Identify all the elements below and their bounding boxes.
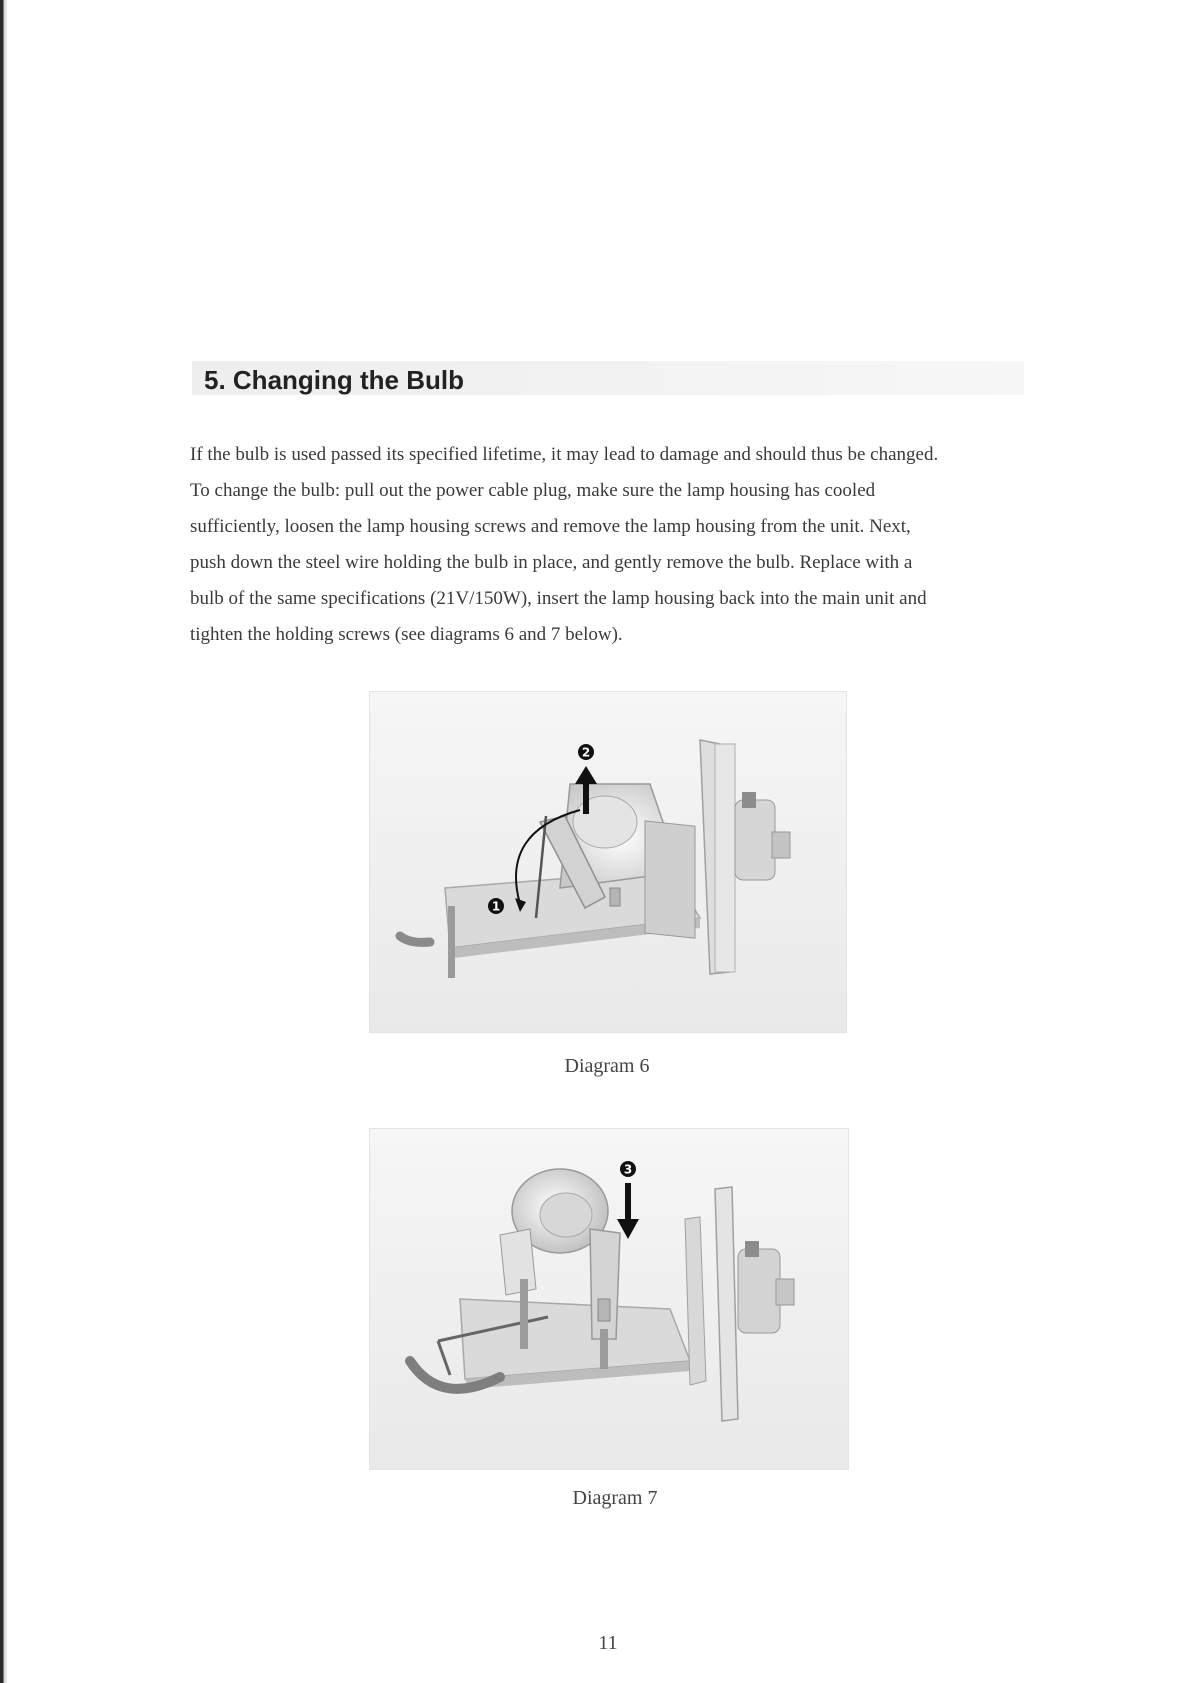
diagram-7-photo (369, 1128, 849, 1470)
svg-text:3: 3 (623, 1162, 633, 1177)
body-line: bulb of the same specifications (21V/150W), insert the lamp housing back into the main unit and (190, 588, 927, 609)
body-paragraph (190, 437, 1040, 653)
diagram-6-photo (369, 691, 847, 1033)
body-line: sufficiently, loosen the lamp housing screws and remove the lamp housing from the unit. Next, (190, 516, 911, 537)
body-line: push down the steel wire holding the bulb in place, and gently remove the bulb. Replace with a (190, 552, 913, 573)
body-line: To change the bulb: pull out the power cable plug, make sure the lamp housing has cooled (190, 480, 876, 501)
body-line: If the bulb is used passed its specified lifetime, it may lead to damage and should thus be changed. (190, 444, 939, 465)
page-binding-edge (0, 0, 8, 1683)
svg-text:1: 1 (491, 899, 501, 914)
diagram-7-caption: Diagram 7 (572, 1487, 658, 1509)
body-line: tighten the holding screws (see diagrams 6 and 7 below). (190, 624, 623, 645)
svg-text:2: 2 (581, 745, 591, 760)
diagram-6-caption: Diagram 6 (564, 1055, 650, 1077)
page-number: 11 (598, 1632, 618, 1654)
section-title: 5. Changing the Bulb (204, 365, 464, 395)
